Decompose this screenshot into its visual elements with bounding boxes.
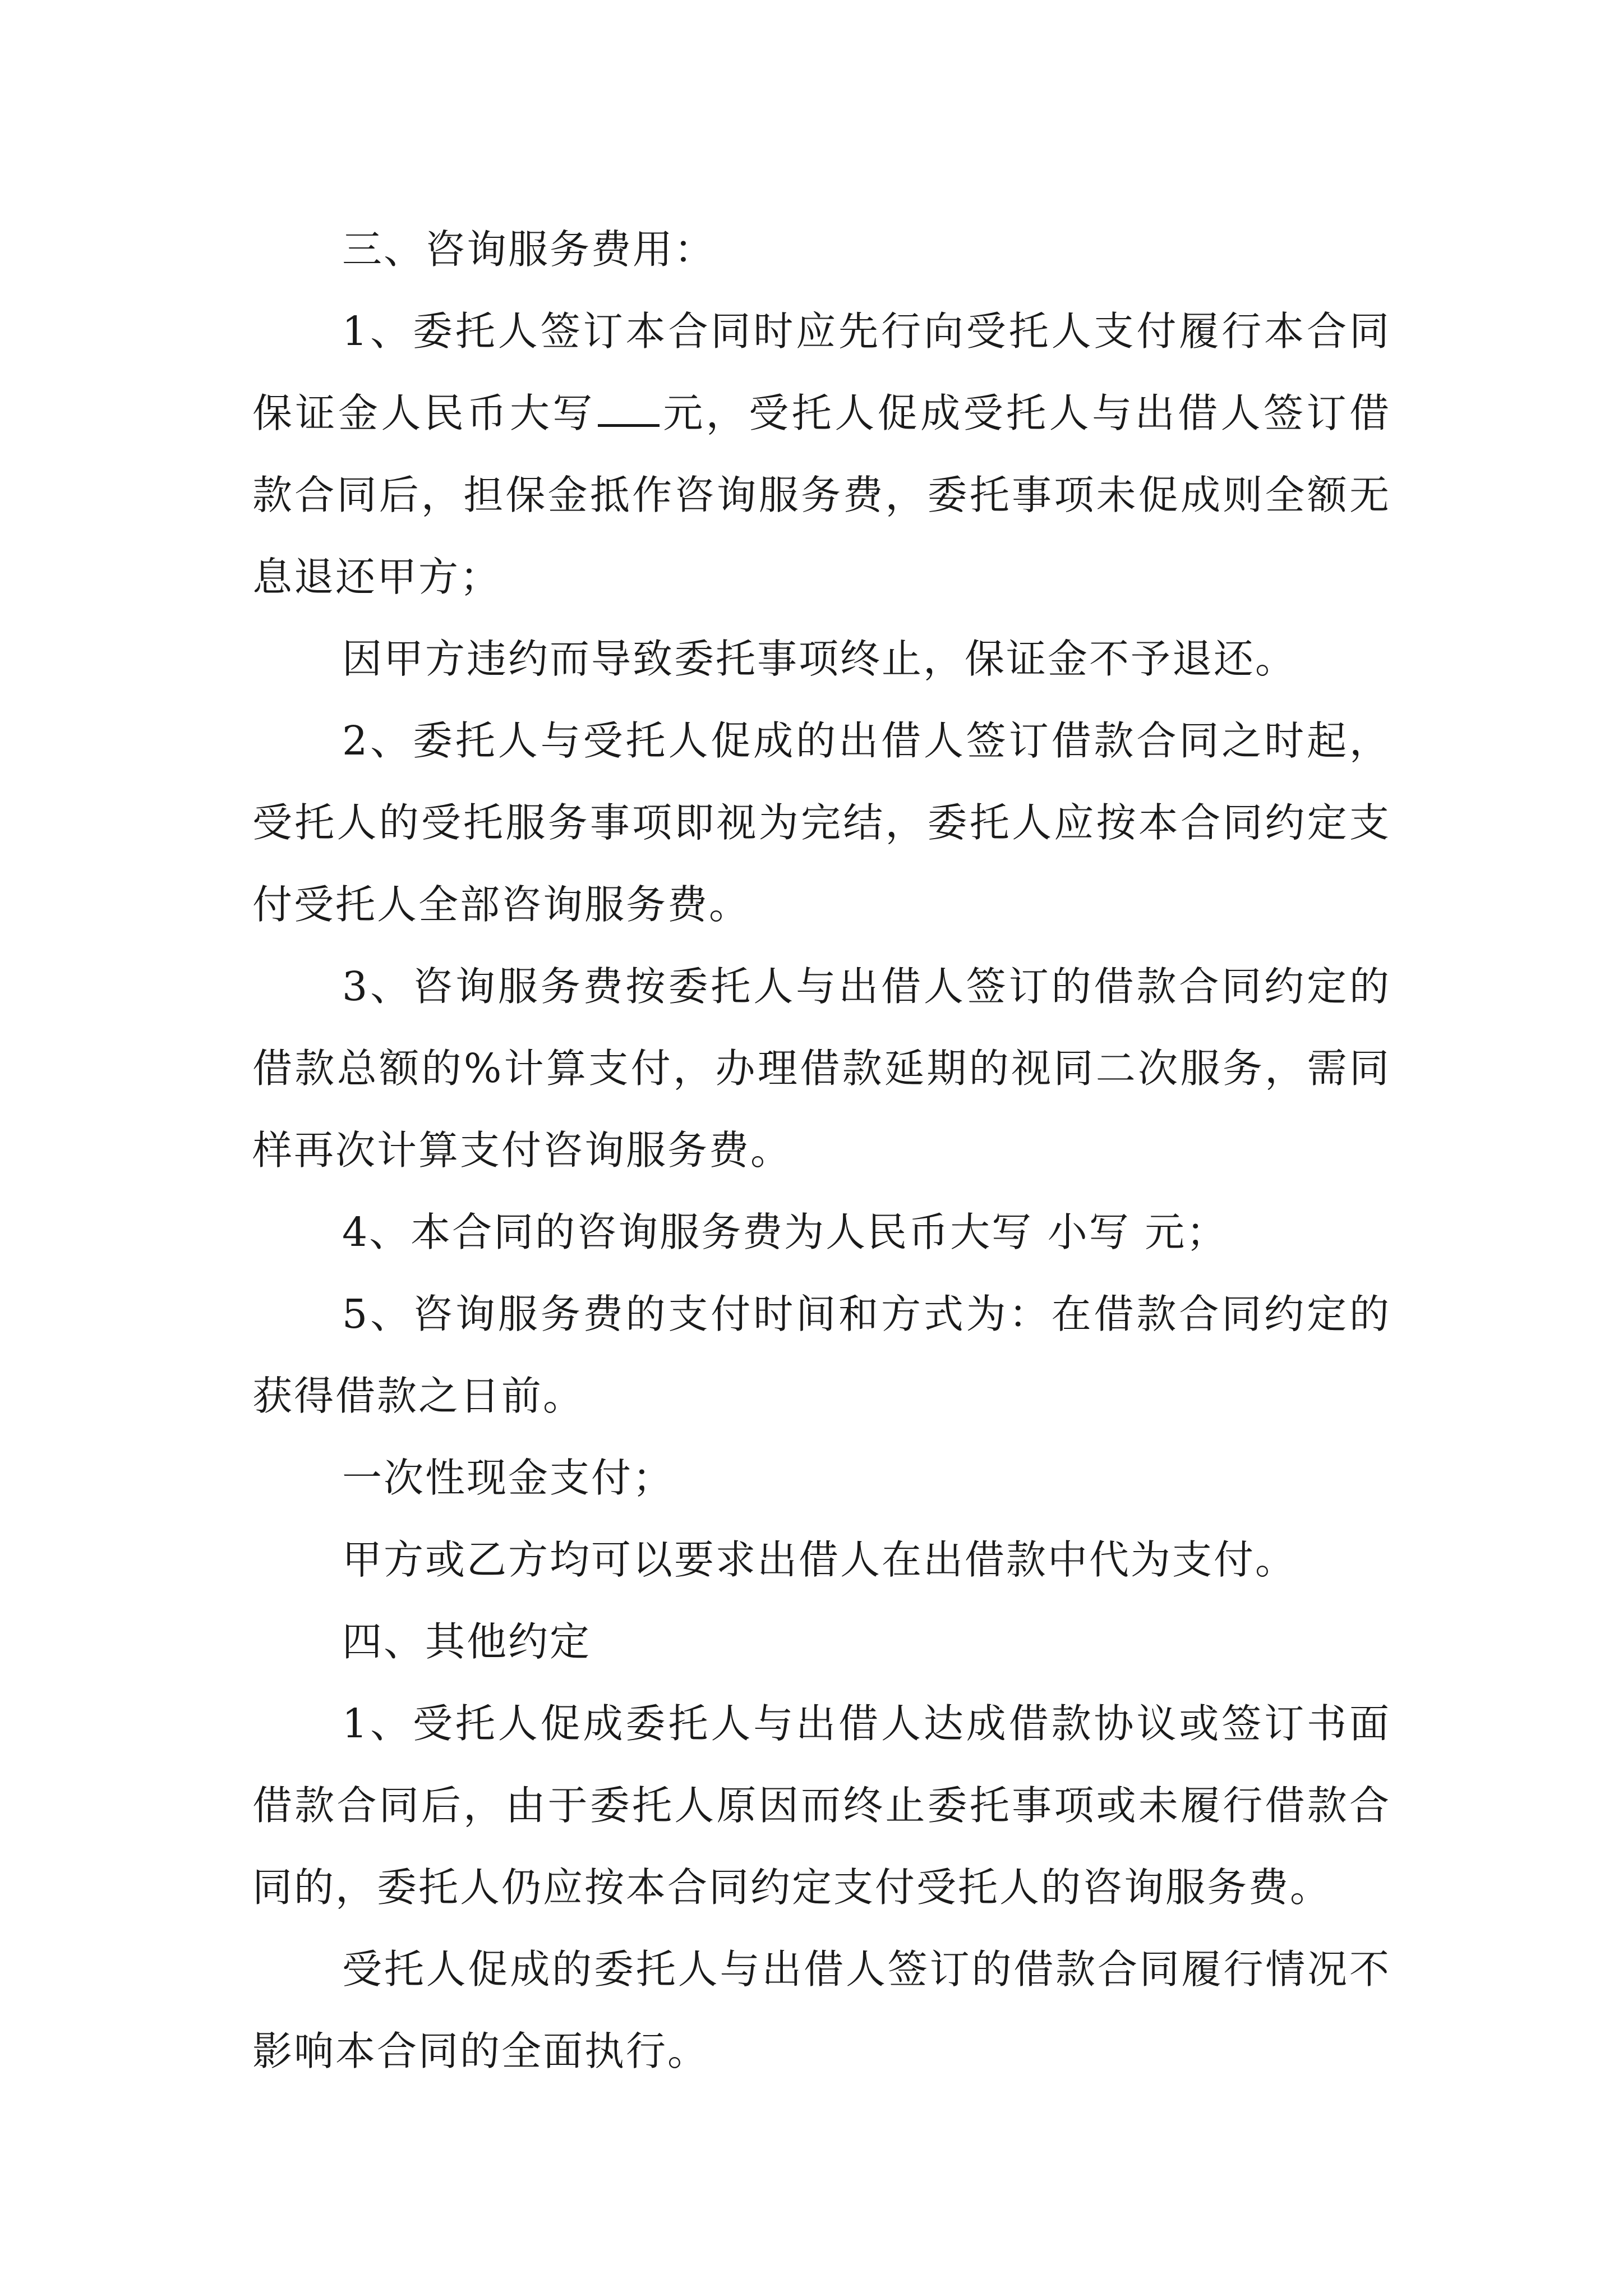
clause-deposit xyxy=(252,291,1391,618)
clause-payment-time: 5、咨询服务费的支付时间和方式为：在借款合同约定的获得借款之日前。 xyxy=(252,1291,1391,1419)
clause-deposit-part2: 元，受托人促成受托人与出借人签订借款合同后，担保金抵作咨询服务费，委托事项未促成则全额无息退还甲方； xyxy=(252,390,1391,600)
clause-payment-lump-sum: 一次性现金支付； xyxy=(342,1455,675,1501)
clause-contract-independence: 受托人促成的委托人与出借人签订的借款合同履行情况不影响本合同的全面执行。 xyxy=(252,1946,1391,2074)
clause-payment-by-lender: 甲方或乙方均可以要求出借人在出借款中代为支付。 xyxy=(342,1536,1297,1583)
blank-amount-line xyxy=(598,413,660,427)
section-heading-consulting-fees: 三、咨询服务费用： xyxy=(342,226,716,273)
section-heading-other-terms: 四、其他约定 xyxy=(342,1618,592,1665)
clause-deposit-forfeit: 因甲方违约而导致委托事项终止，保证金不予退还。 xyxy=(342,636,1297,682)
clause-fee-calculation: 3、咨询服务费按委托人与出借人签订的借款合同约定的借款总额的%计算支付，办理借款延期的视同二次服务，需同样再次计算支付咨询服务费。 xyxy=(252,963,1391,1174)
document-body xyxy=(252,209,1391,2092)
clause-deposit-part1: 1、委托人签订本合同时应先行向受托人支付履行本合同保证金人民币大写 xyxy=(252,308,1391,436)
clause-service-completion: 2、委托人与受托人促成的出借人签订借款合同之时起，受托人的受托服务事项即视为完结，委托人应按本合同约定支付受托人全部咨询服务费。 xyxy=(252,717,1391,928)
clause-termination-fee: 1、受托人促成委托人与出借人达成借款协议或签订书面借款合同后，由于委托人原因而终止委托事项或未履行借款合同的，委托人仍应按本合同约定支付受托人的咨询服务费。 xyxy=(252,1700,1391,1911)
clause-fee-amount: 4、本合同的咨询服务费为人民币大写 小写 元； xyxy=(342,1209,1228,1255)
